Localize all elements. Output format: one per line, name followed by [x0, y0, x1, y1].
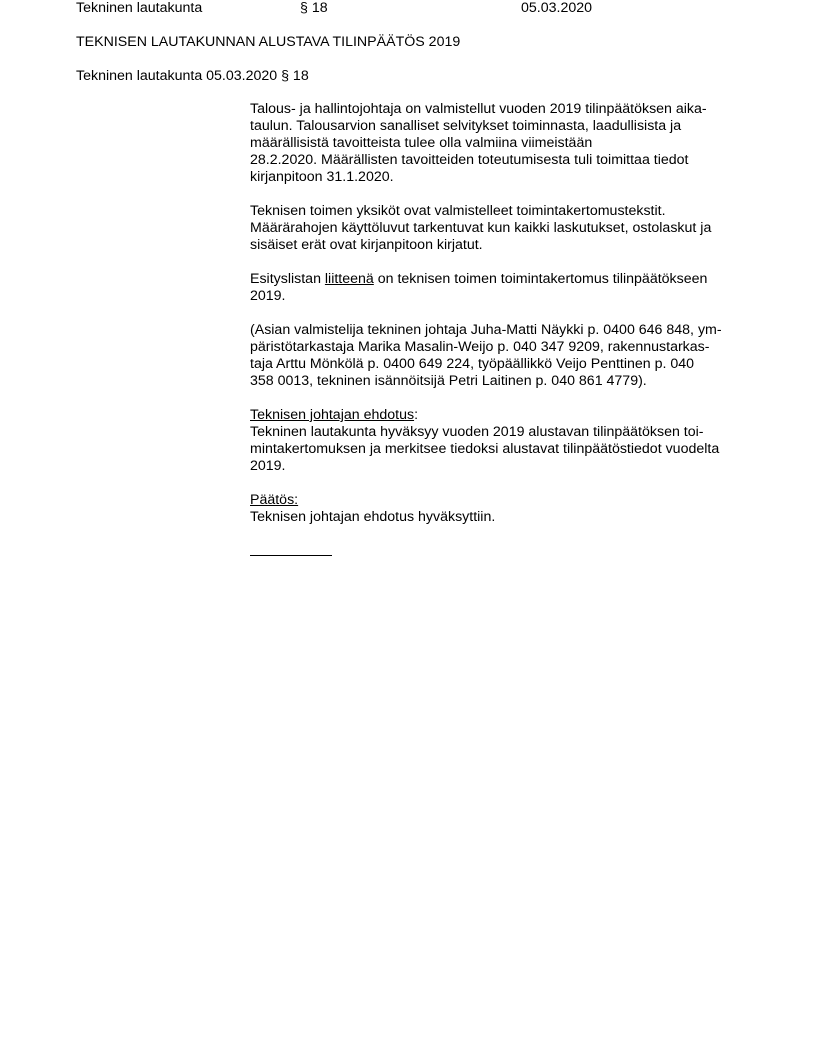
text-line: taja Arttu Mönkölä p. 0400 649 224, työpäällikkö Veijo Penttinen p. 040 [250, 356, 695, 372]
text-line: Määrärahojen käyttöluvut tarkentuvat kun kaikki laskutukset, ostolaskut ja [250, 220, 712, 236]
document-body [250, 101, 750, 556]
paragraph-attachment [250, 271, 750, 305]
header-body-name: Tekninen lautakunta [76, 0, 203, 16]
attachment-text-after: on teknisen toimen toimintakertomus tilinpäätökseen [373, 271, 708, 287]
text-line: sisäiset erät ovat kirjanpitoon kirjatut. [250, 237, 483, 253]
text-line: 2019. [250, 288, 286, 304]
attachment-text-before: Esityslistan [250, 271, 325, 287]
paragraph-contacts [250, 322, 750, 390]
header-section: § 18 [300, 0, 328, 16]
proposal-heading-colon: : [414, 407, 419, 423]
decision-text: Teknisen johtajan ehdotus hyväksyttiin. [250, 509, 496, 525]
text-line [250, 271, 750, 288]
text-line: taulun. Talousarvion sanalliset selvitykset toiminnasta, laadullisista ja [250, 118, 682, 134]
paragraph-proposal [250, 407, 750, 475]
proposal-heading-line [250, 407, 750, 424]
text-line: määrällisistä tavoitteista tulee olla valmiina viimeistään [250, 135, 593, 151]
text-line: (Asian valmistelija tekninen johtaja Juha-Matti Näykki p. 0400 646 848, ym- [250, 322, 722, 338]
separator-line [250, 543, 332, 556]
text-line: Teknisen toimen yksiköt ovat valmistelleet toimintakertomustekstit. [250, 203, 666, 219]
text-line: 358 0013, tekninen isännöitsijä Petri Laitinen p. 040 861 4779). [250, 373, 647, 389]
text-line: Tekninen lautakunta hyväksyy vuoden 2019 alustavan tilinpäätöksen toi- [250, 424, 704, 440]
paragraph-decision [250, 492, 750, 526]
paragraph-units [250, 203, 750, 254]
text-line: 28.2.2020. Määrällisten tavoitteiden toteutumisesta tuli toimittaa tiedot [250, 152, 689, 168]
meeting-reference: Tekninen lautakunta 05.03.2020 § 18 [76, 68, 309, 84]
attachment-link[interactable]: liitteenä [324, 271, 374, 287]
paragraph-schedule [250, 101, 750, 186]
text-line: kirjanpitoon 31.1.2020. [250, 169, 394, 185]
header-date: 05.03.2020 [521, 0, 593, 16]
text-line: mintakertomuksen ja merkitsee tiedoksi alustavat tilinpäätöstiedot vuodelta [250, 441, 720, 457]
text-line: 2019. [250, 458, 286, 474]
proposal-heading: Teknisen johtajan ehdotus [250, 407, 415, 423]
text-line: Talous- ja hallintojohtaja on valmistellut vuoden 2019 tilinpäätöksen aika- [250, 101, 707, 117]
text-line: päristötarkastaja Marika Masalin-Weijo p. 040 347 9209, rakennustarkas- [250, 339, 710, 355]
document-title: TEKNISEN LAUTAKUNNAN ALUSTAVA TILINPÄÄTÖS 2019 [76, 34, 461, 50]
decision-heading: Päätös: [250, 492, 299, 508]
